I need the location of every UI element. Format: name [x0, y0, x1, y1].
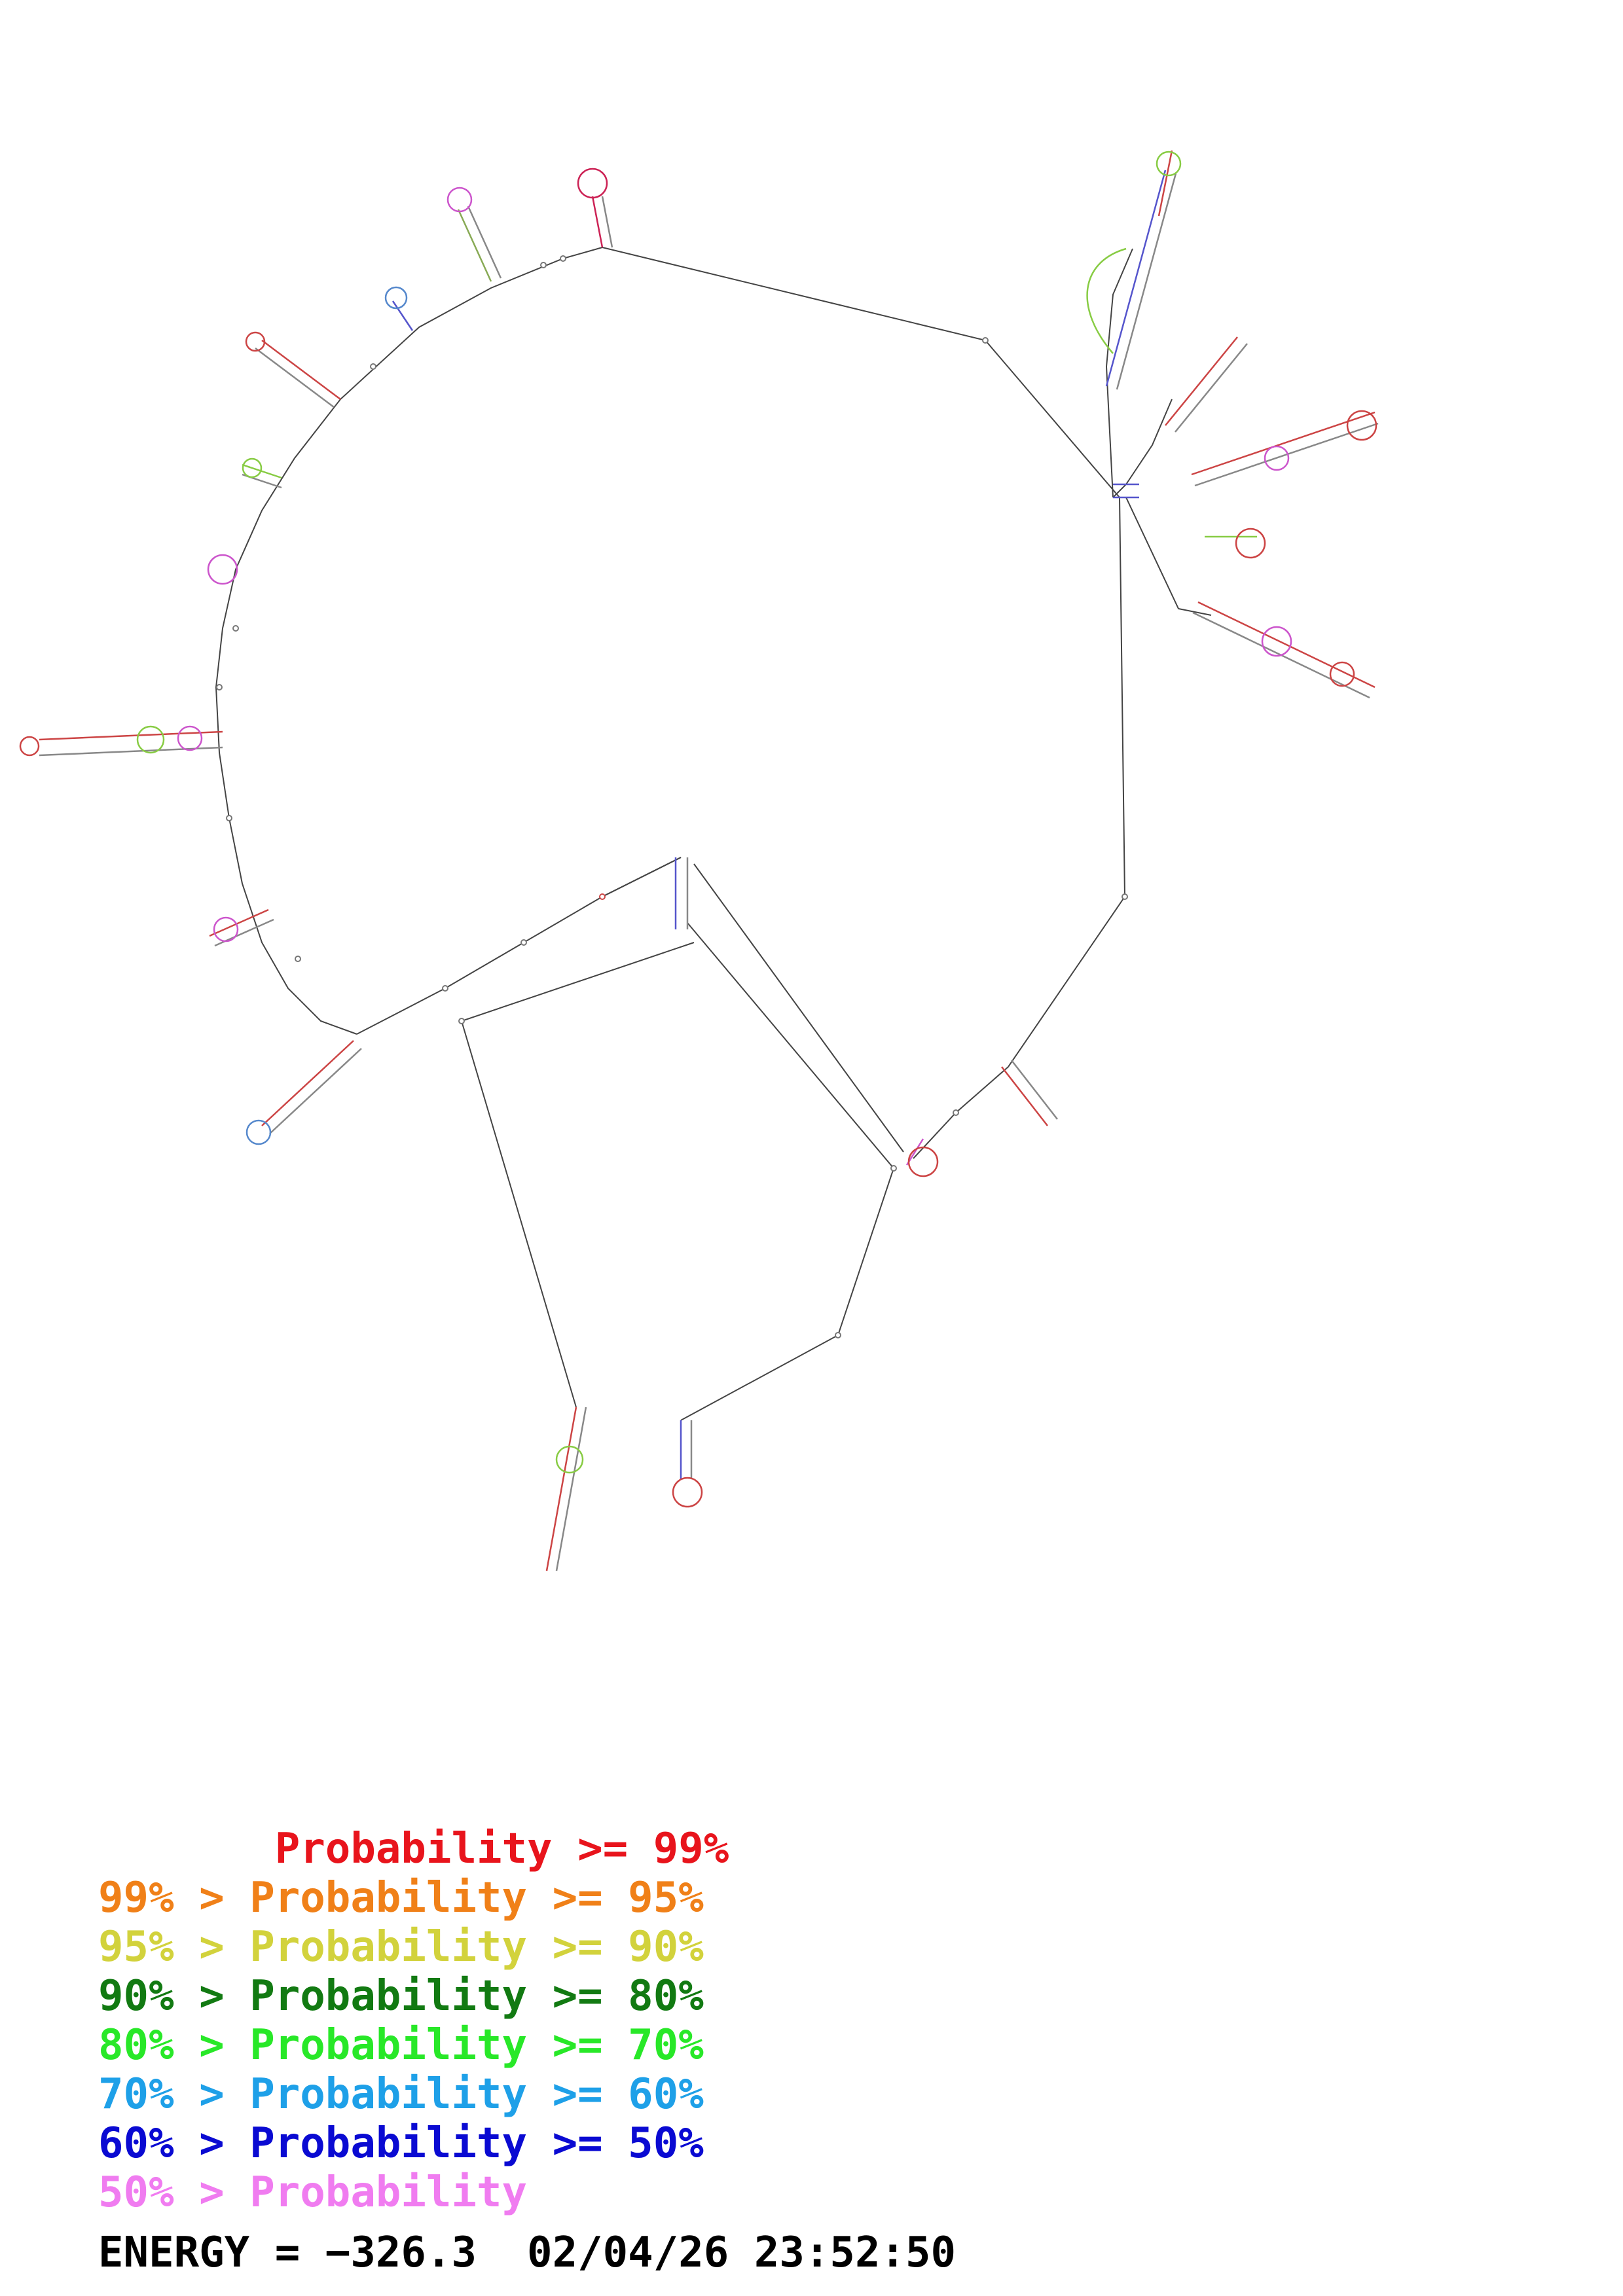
helix-right-1	[1087, 151, 1180, 389]
helix-bottom-2	[673, 1420, 702, 1507]
helix-top-2	[448, 188, 501, 281]
legend-entry: 60% > Probability >= 50%	[98, 2119, 704, 2168]
backbone	[216, 247, 1211, 1420]
legend-entry: 80% > Probability >= 70%	[98, 2021, 704, 2070]
helix-bottom-1	[547, 1407, 586, 1571]
legend-entry: 70% > Probability >= 60%	[98, 2070, 704, 2119]
helix-right-4	[1205, 529, 1265, 558]
helix-right-3	[1192, 411, 1378, 486]
legend-entry: 99% > Probability >= 95%	[98, 1874, 704, 1922]
helix-left-3	[208, 555, 237, 584]
helix-left-1	[246, 332, 340, 407]
helix-left-6	[247, 1041, 361, 1144]
legend-entry: Probability >= 99%	[98, 1825, 729, 1873]
helix-left-4	[20, 726, 223, 755]
legend-entry: 50% > Probability	[98, 2168, 528, 2217]
helix-bottom-4	[1002, 1060, 1057, 1126]
nucleotide-nodes	[217, 256, 1127, 1338]
probability-legend	[98, 1825, 729, 2217]
helix-top-1	[578, 169, 612, 247]
helix-left-5	[210, 910, 274, 946]
helix-top-3	[386, 287, 412, 331]
timestamp: 02/04/26 23:52:50	[527, 2229, 957, 2277]
legend-entry: 90% > Probability >= 80%	[98, 1972, 704, 2020]
energy-label: ENERGY = −326.3	[98, 2229, 477, 2277]
helix-left-2	[242, 459, 282, 488]
helix-right-base	[1113, 484, 1139, 497]
energy-readout	[98, 2229, 956, 2277]
legend-entry: 95% > Probability >= 90%	[98, 1923, 704, 1971]
helix-bottom-3	[907, 1139, 938, 1176]
helix-right-5	[1193, 602, 1375, 698]
helices	[20, 151, 1378, 1571]
helix-center	[676, 857, 687, 929]
helix-right-2	[1165, 337, 1247, 432]
